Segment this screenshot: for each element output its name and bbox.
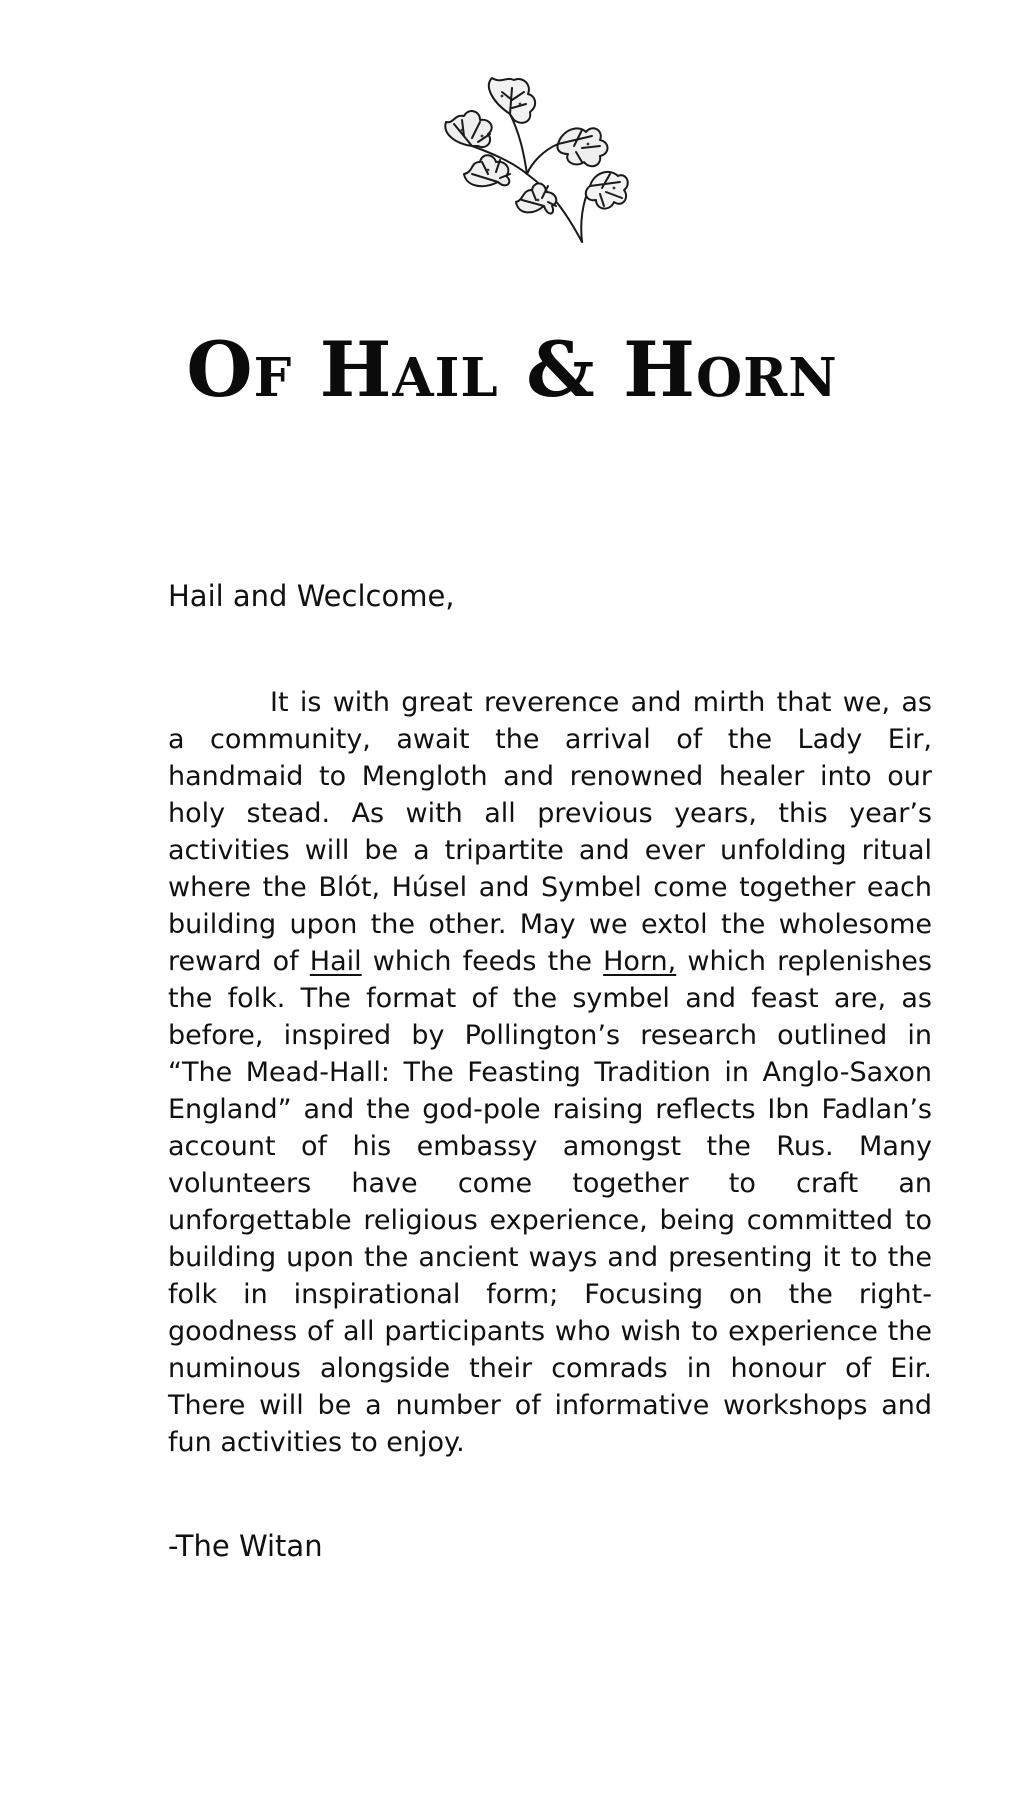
body-text-part2: which feeds the (361, 946, 604, 977)
hail-underlined: Hail (309, 946, 362, 977)
salutation: Hail and Weclcome, (168, 579, 455, 613)
horn-underlined: Horn, (603, 946, 677, 977)
body-text-part3: which replenishes the folk. The format of the symbel and feast are, as before, inspired by Pollington’s research outlined in “The Mead-Hall: The Feasting Tradition in Anglo-Saxon England” and the god-pole raising reflects Ibn Fadlan’s account of his embassy amongst the Rus. Many volunteers have come together to craft an unforgettable religious experience, being committed to building upon the ancient ways and presenting it to the folk in inspirational form; Focusing on the right-goodness of all participants who wish to experience the numinous alongside their comrads in honour of Eir. There will be a number of informative workshops and fun activities to enjoy. (168, 946, 932, 1458)
page-title: Of Hail & Horn (186, 325, 838, 414)
parsley-sprig-icon (432, 74, 632, 244)
signature: -The Witan (168, 1529, 323, 1563)
body-text-part1: It is with great reverence and mirth that we, as a community, await the arrival of the Lady Eir, handmaid to Mengloth and renowned healer into our holy stead. As with all previous years, this year’s activities will be a tripartite and ever unfolding ritual where the Blót, Húsel and Symbel come together each building upon the other. May we extol the wholesome reward of (168, 687, 932, 977)
body-paragraph (168, 684, 932, 1461)
